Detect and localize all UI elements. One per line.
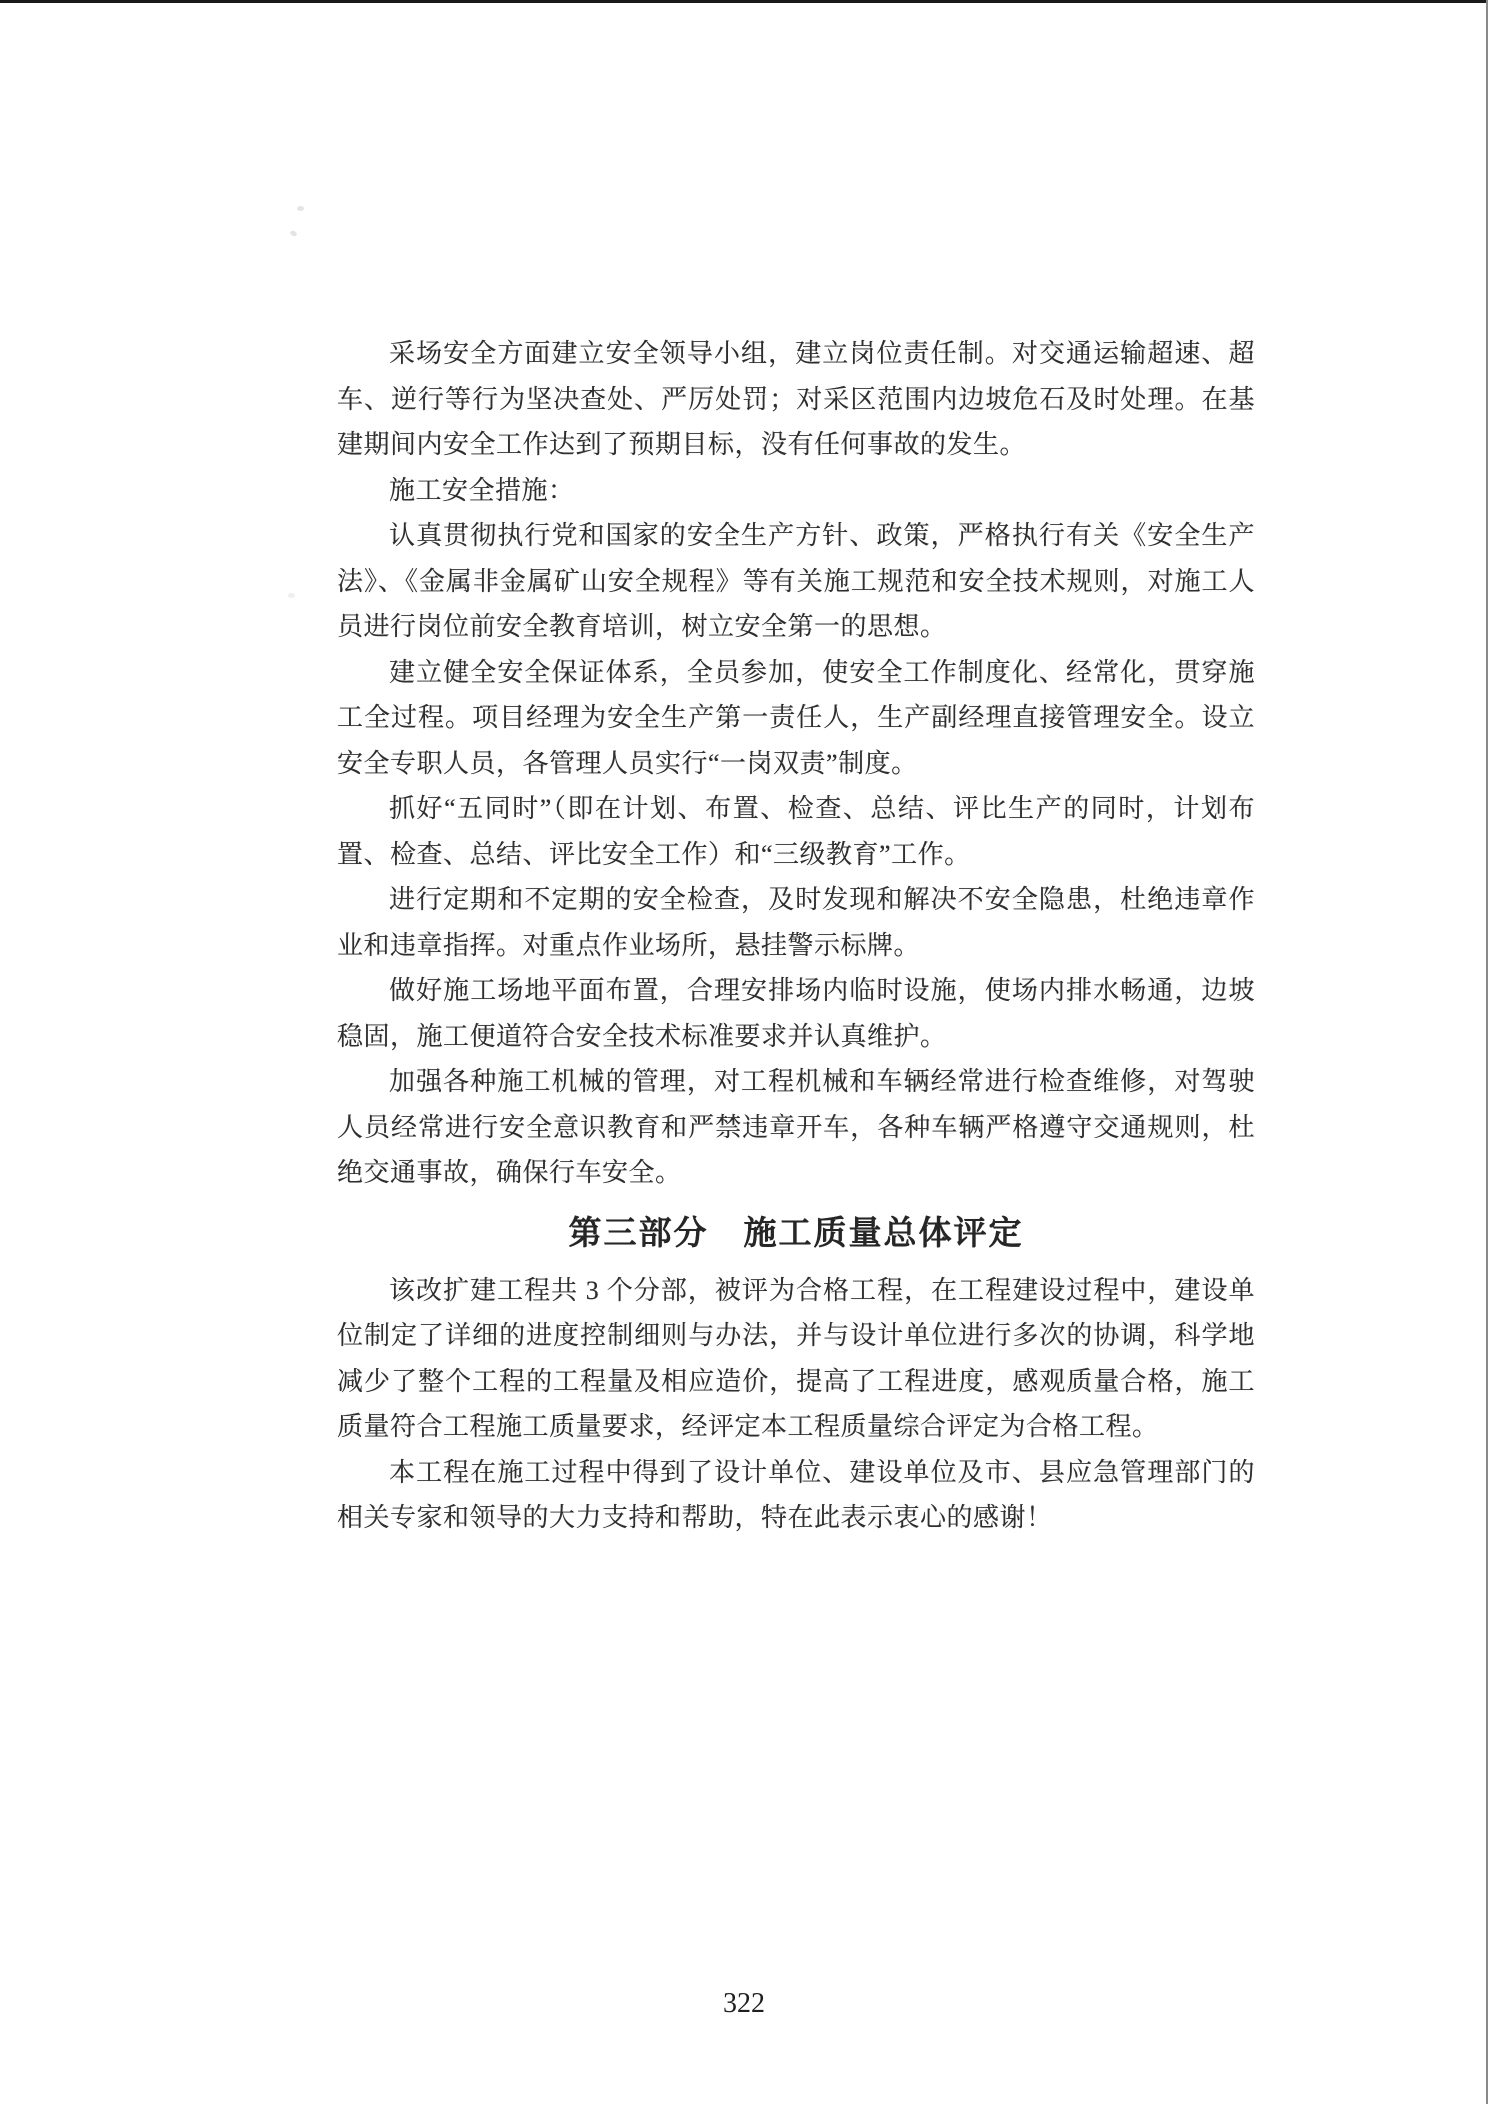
paragraph-quality-evaluation: 该改扩建工程共 3 个分部，被评为合格工程，在工程建设过程中，建设单位制定了详细的进度控制细则与办法，并与设计单位进行多次的协调，科学地减少了整个工程的工程量及相应造价，提高了工程进度，感观质量合格，施工质量符合工程施工质量要求，经评定本工程质量综合评定为合格工程。 — [337, 1275, 1255, 1441]
page-number: 322 — [723, 1988, 765, 2019]
paragraph-safety-assurance-system: 建立健全安全保证体系，全员参加，使安全工作制度化、经常化，贯穿施工全过程。项目经理为安全生产第一责任人，生产副经理直接管理安全。设立安全专职人员，各管理人员实行“一岗双责”制度。 — [337, 657, 1255, 778]
scan-speck — [289, 230, 297, 237]
paragraph-construction-safety-measures-label: 施工安全措施： — [389, 475, 575, 505]
paragraph-quarry-safety: 采场安全方面建立安全领导小组，建立岗位责任制。对交通运输超速、超车、逆行等行为坚决查处、严厉处罚；对采区范围内边坡危石及时处理。在基建期间内安全工作达到了预期目标，没有任何事故的发生。 — [337, 339, 1255, 459]
paragraph-policy-implementation: 认真贯彻执行党和国家的安全生产方针、政策，严格执行有关《安全生产法》、《金属非金属矿山安全规程》等有关施工规范和安全技术规则，对施工人员进行岗位前安全教育培训，树立安全第一的思想。 — [337, 521, 1255, 641]
document-content — [337, 331, 1255, 1541]
paragraph-site-layout: 做好施工场地平面布置，合理安排场内临时设施，使场内排水畅通，边坡稳固，施工便道符合安全技术标准要求并认真维护。 — [337, 976, 1255, 1051]
scan-speck — [297, 206, 304, 211]
paragraph-acknowledgement: 本工程在施工过程中得到了设计单位、建设单位及市、县应急管理部门的相关专家和领导的大力支持和帮助，特在此表示衷心的感谢！ — [337, 1457, 1255, 1532]
paragraph-five-simultaneous: 抓好“五同时”（即在计划、布置、检查、总结、评比生产的同时，计划布置、检查、总结、评比安全工作）和“三级教育”工作。 — [337, 794, 1255, 869]
section-heading-part-three: 第三部分 施工质量总体评定 — [568, 1213, 1024, 1251]
scan-speck — [288, 593, 295, 598]
scan-edge-top-line — [0, 0, 1488, 3]
paragraph-machinery-management: 加强各种施工机械的管理，对工程机械和车辆经常进行检查维修，对驾驶人员经常进行安全意识教育和严禁违章开车，各种车辆严格遵守交通规则，杜绝交通事故，确保行车安全。 — [337, 1067, 1255, 1187]
paragraph-safety-inspections: 进行定期和不定期的安全检查，及时发现和解决不安全隐患，杜绝违章作业和违章指挥。对重点作业场所，悬挂警示标牌。 — [337, 885, 1255, 960]
